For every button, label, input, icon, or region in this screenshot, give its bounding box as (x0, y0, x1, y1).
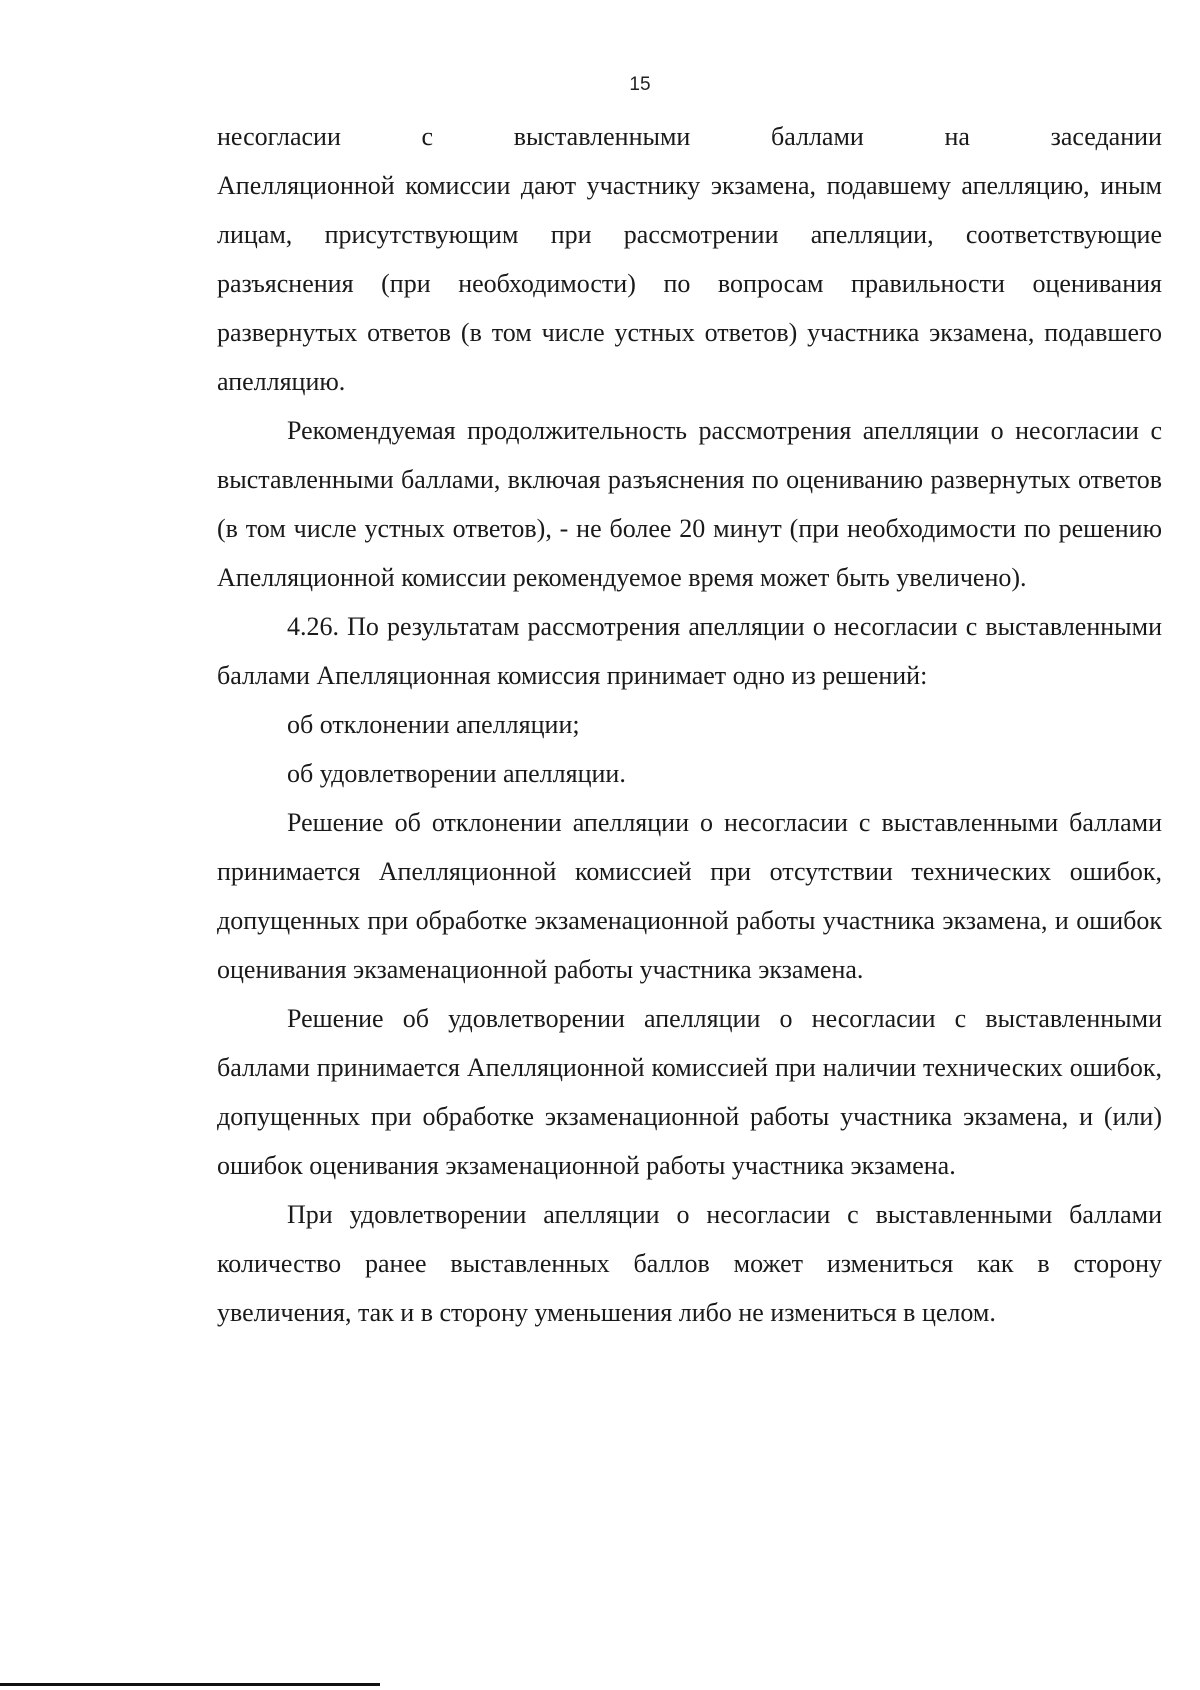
list-item-satisfaction: об удовлетворении апелляции. (287, 759, 626, 788)
paragraph-4-26: 4.26. По результатам рассмотрения апелляции о несогласии с выставленными баллами Апелляционная комиссия принимает одно из решений: (217, 612, 1162, 690)
footnote-separator-line (0, 1683, 380, 1686)
word: выставленными (513, 122, 691, 151)
paragraph-satisfaction-decision: Решение об удовлетворении апелляции о несогласии с выставленными баллами принимается Апелляционной комиссией при наличии технических ошибок, допущенных при обработке экзаменационной работы участника экзамена, и (или) ошибок оценивания экзаменационной работы участника экзамена. (217, 1004, 1162, 1180)
word: заседании (1050, 122, 1162, 151)
document-body (217, 112, 1162, 1337)
word: несогласии (217, 122, 341, 151)
paragraph-score-change: При удовлетворении апелляции о несогласии с выставленными баллами количество ранее выставленных баллов может измениться как в сторону увеличения, так и в сторону уменьшения либо не измениться в целом. (217, 1200, 1162, 1327)
word: с (421, 122, 434, 151)
page-number: 15 (629, 74, 651, 95)
first-line (217, 112, 1162, 161)
paragraph-recommended-duration: Рекомендуемая продолжительность рассмотрения апелляции о несогласии с выставленными баллами, включая разъяснения по оцениванию развернутых ответов (в том числе устных ответов), - не более 20 минут (при необходимости по решению Апелляционной комиссии рекомендуемое время может быть увеличено). (217, 416, 1162, 592)
word: баллами (770, 122, 864, 151)
paragraph-continuation (217, 112, 1162, 406)
paragraph-rejection-decision: Решение об отклонении апелляции о несогласии с выставленными баллами принимается Апелляционной комиссией при отсутствии технических ошибок, допущенных при обработке экзаменационной работы участника экзамена, и ошибок оценивания экзаменационной работы участника экзамена. (217, 808, 1162, 984)
paragraph-text: Апелляционной комиссии дают участнику экзамена, подавшему апелляцию, иным лицам, присутствующим при рассмотрении апелляции, соответствующие разъяснения (при необходимости) по вопросам правильности оценивания развернутых ответов (в том числе устных ответов) участника экзамена, подавшего апелляцию. (217, 171, 1162, 396)
list-item-rejection: об отклонении апелляции; (287, 710, 580, 739)
word: на (944, 122, 970, 151)
